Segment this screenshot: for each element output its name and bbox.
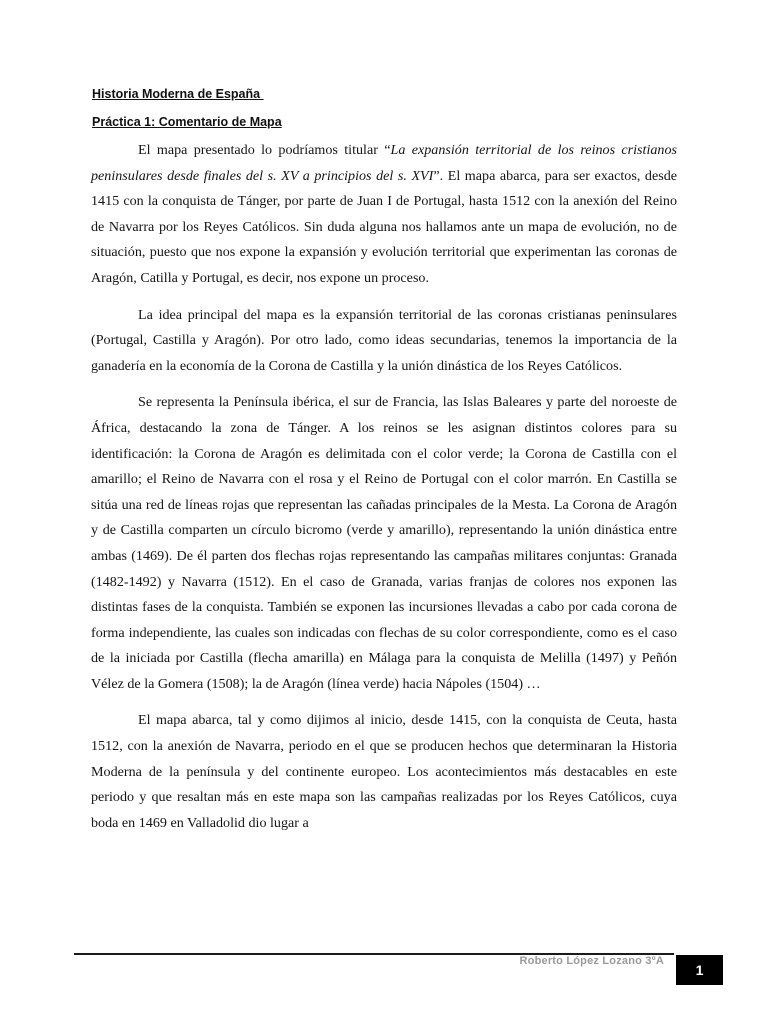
document-title: Historia Moderna de España xyxy=(92,87,264,101)
paragraph-1 xyxy=(91,138,677,292)
paragraph-1-intro: El mapa presentado lo podríamos titular “ xyxy=(138,142,391,158)
footer-author: Roberto López Lozano 3ºA xyxy=(519,955,664,967)
paragraph-2: La idea principal del mapa es la expansión territorial de las coronas cristianas peninsulares (Portugal, Castilla y Aragón). Por otro lado, como ideas secundarias, tenemos la importancia de la ganadería en la economía de la Corona de Castilla y la unión dinástica de los Reyes Católicos. xyxy=(91,306,677,374)
map-title-italic: La expansión territorial de los reinos cristianos peninsulares desde finales del s. XV a principios del s. XVI xyxy=(91,142,677,184)
document-subtitle: Práctica 1: Comentario de Mapa xyxy=(92,115,282,129)
paragraph-3: Se representa la Península ibérica, el sur de Francia, las Islas Baleares y parte del noroeste de África, destacando la zona de Tánger. A los reinos se les asignan distintos colores para su identificación: la Corona de Aragón es delimitada con el color verde; la Corona de Castilla con el amarillo; el Reino de Navarra con el rosa y el Reino de Portugal con el color marrón. En Castilla se sitúa una red de líneas rojas que representan las cañadas principales de la Mesta. La Corona de Aragón y de Castilla comparten un círculo bicromo (verde y amarillo), representando la unión dinástica entre ambas (1469). De él parten dos flechas rojas representando las campañas militares conjuntas: Granada (1482-1492) y Navarra (1512). En el caso de Granada, varias franjas de colores nos exponen las distintas fases de la conquista. También se exponen las incursiones llevadas a cabo por cada corona de forma independiente, las cuales son indicadas con flechas de su color correspondiente, como es el caso de la iniciada por Castilla (flecha amarilla) en Málaga para la conquista de Melilla (1497) y Peñón Vélez de la Gomera (1508); la de Aragón (línea verde) hacia Nápoles (1504) … xyxy=(91,394,677,692)
paragraph-1-rest: ”. El mapa abarca, para ser exactos, desde 1415 con la conquista de Tánger, por parte de Juan I de Portugal, hasta 1512 con la anexión del Reino de Navarra por los Reyes Católicos. Sin duda alguna nos hallamos ante un mapa de evolución, no de situación, puesto que nos expone la expansión y evolución territorial que experimentan las coronas de Aragón, Catilla y Portugal, es decir, nos expone un proceso. xyxy=(91,167,677,286)
page-number: 1 xyxy=(676,955,723,985)
paragraph-4: El mapa abarca, tal y como dijimos al inicio, desde 1415, con la conquista de Ceuta, hasta 1512, con la anexión de Navarra, periodo en el que se producen hechos que determinaran la Historia Moderna de la península y del continente europeo. Los acontecimientos más destacables en este periodo y que resaltan más en este mapa son las campañas realizadas por los Reyes Católicos, cuya boda en 1469 en Valladolid dio lugar a xyxy=(91,712,677,831)
document-body xyxy=(91,138,677,836)
